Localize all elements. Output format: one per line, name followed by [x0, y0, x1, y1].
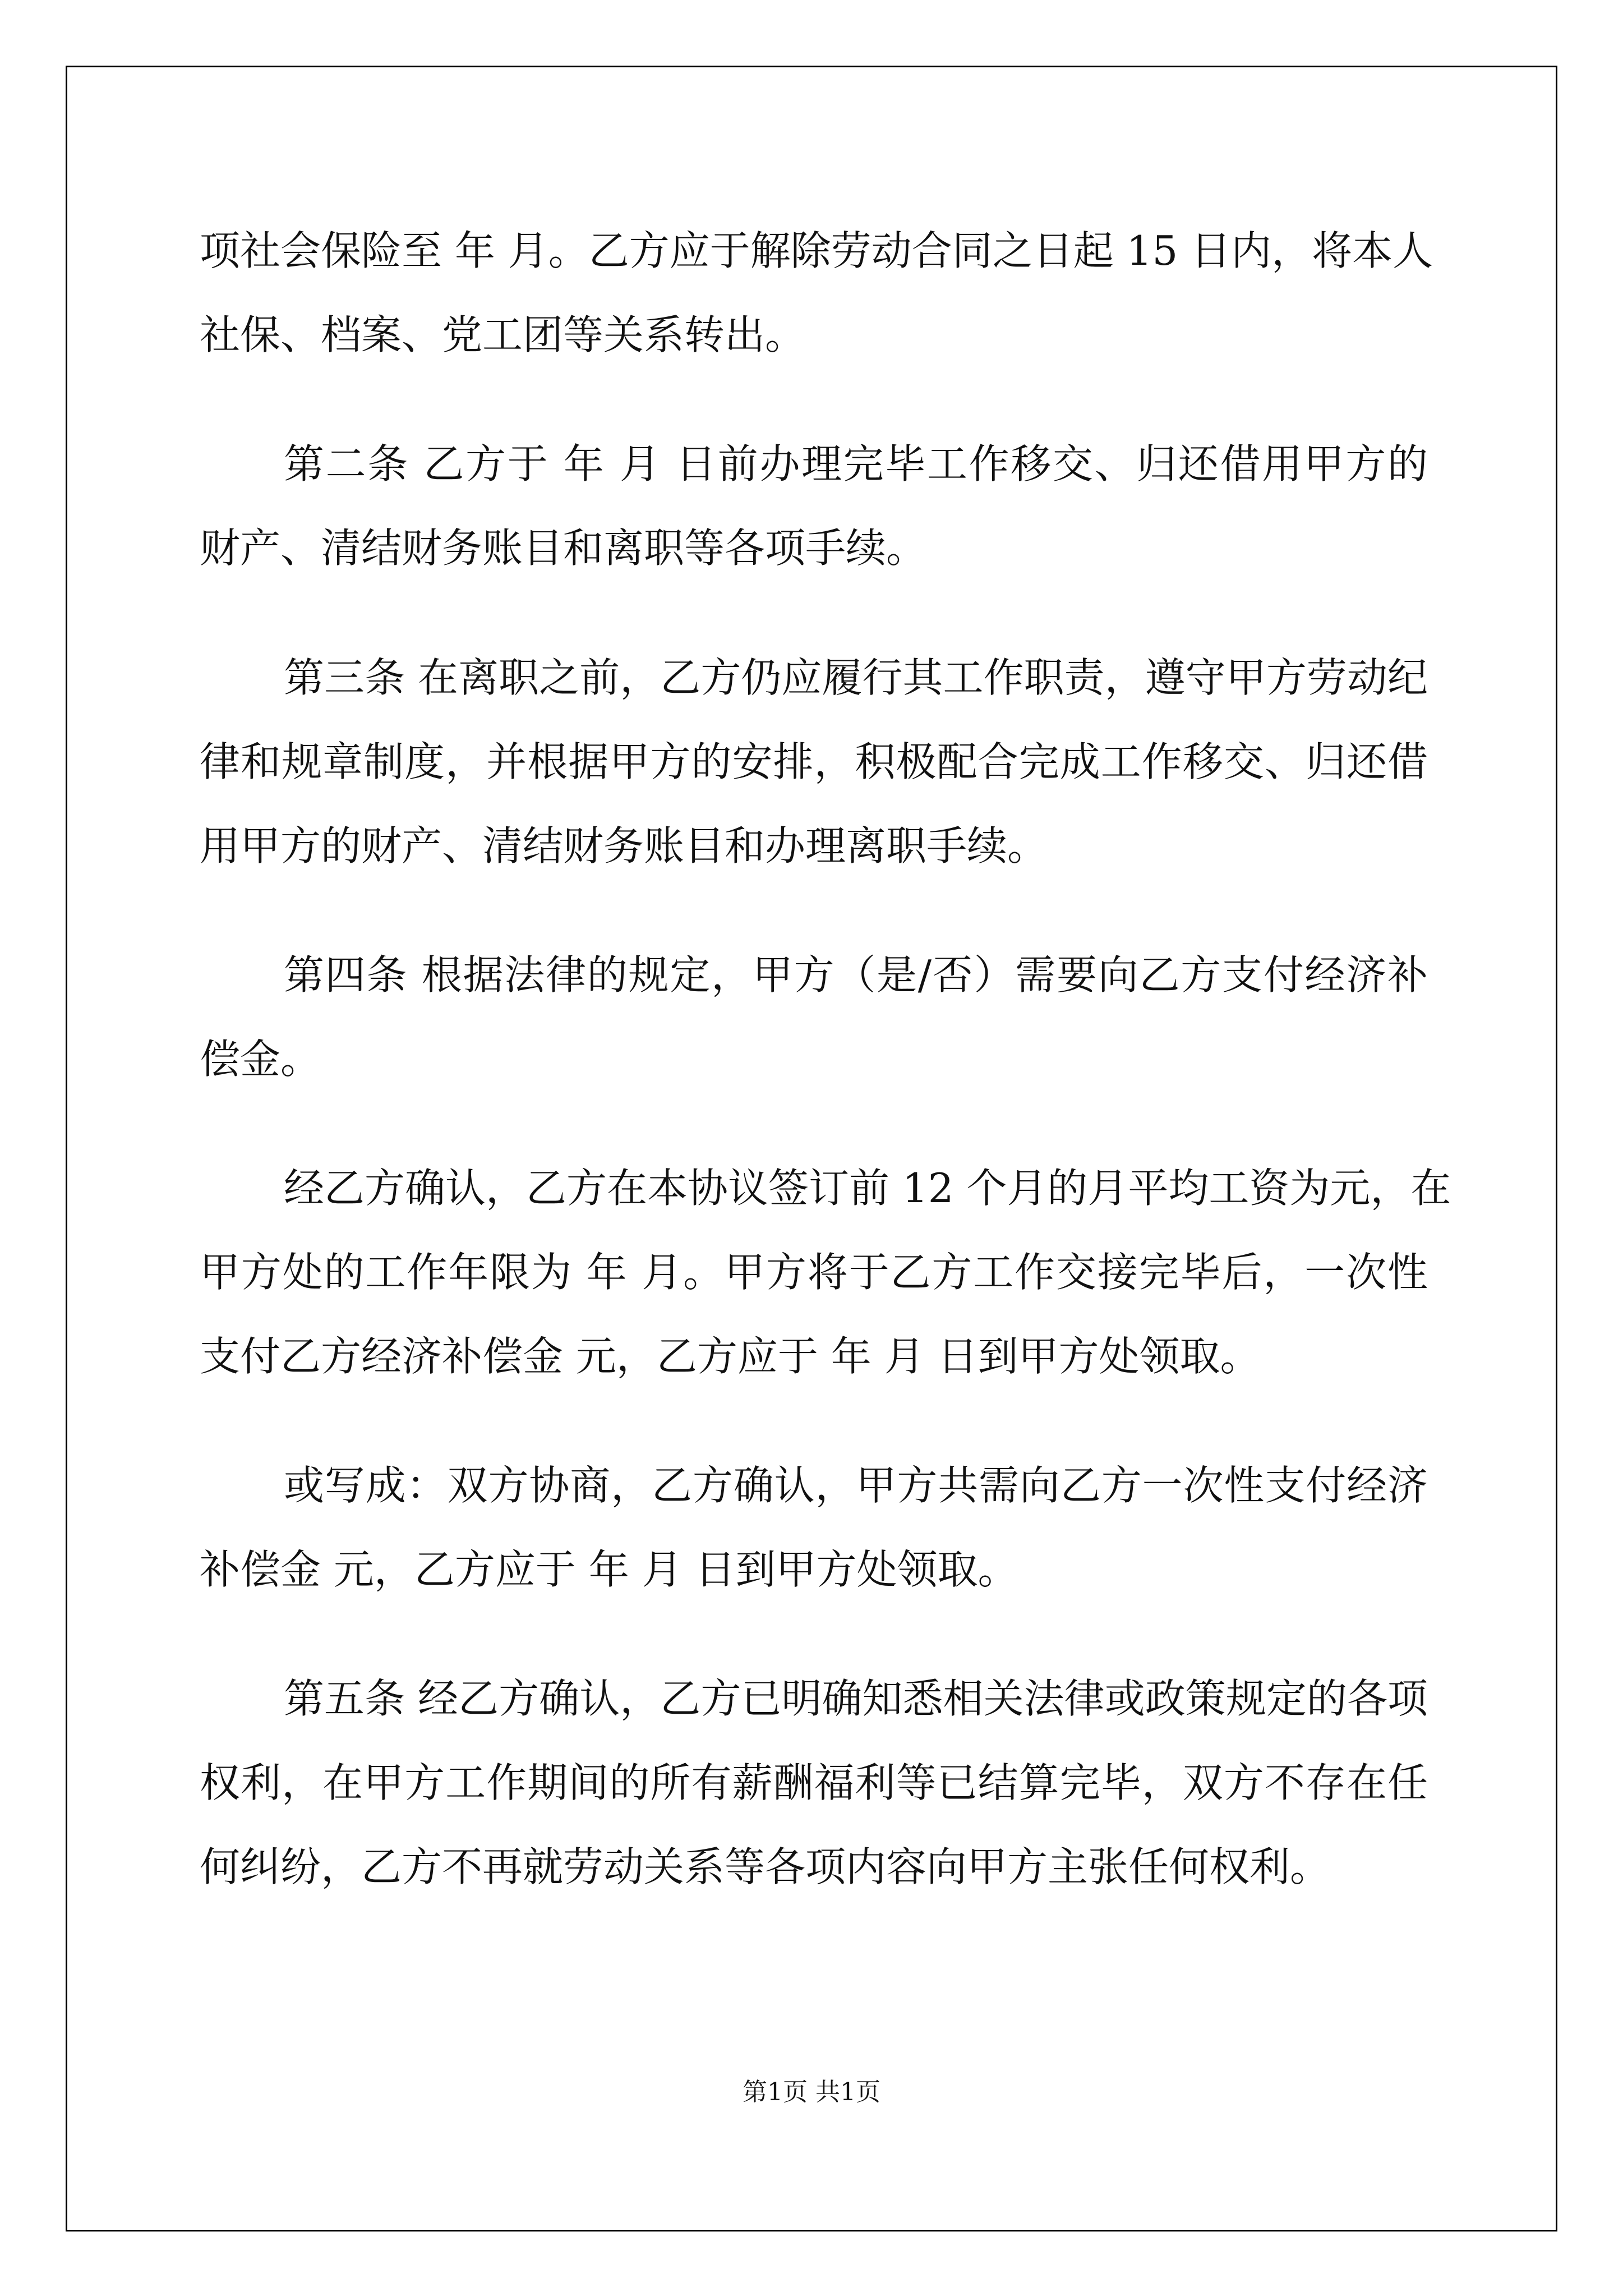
- page-footer: 第1页 共1页: [743, 2078, 880, 2106]
- text-line: 第四条 根据法律的规定，甲方（是/否）需要向乙方支付经济补: [284, 951, 1428, 999]
- text-line: 第三条 在离职之前，乙方仍应履行其工作职责，遵守甲方劳动纪: [284, 654, 1428, 701]
- text-line: 偿金。: [200, 1036, 321, 1083]
- text-line: 律和规章制度，并根据甲方的安排，积极配合完成工作移交、归还借: [200, 738, 1428, 785]
- text-line: 或写成：双方协商，乙方确认，甲方共需向乙方一次性支付经济: [284, 1462, 1428, 1509]
- text-line: 财产、清结财务账目和离职等各项手续。: [200, 524, 927, 572]
- text-line: 经乙方确认，乙方在本协议签订前 12 个月的月平均工资为元，在: [284, 1165, 1451, 1212]
- text-line: 支付乙方经济补偿金 元，乙方应于 年 月 日到甲方处领取。: [200, 1333, 1261, 1380]
- text-line: 权利，在甲方工作期间的所有薪酬福利等已结算完毕，双方不存在任: [200, 1759, 1428, 1806]
- text-line: 社保、档案、党工团等关系转出。: [200, 311, 806, 358]
- text-line: 补偿金 元，乙方应于 年 月 日到甲方处领取。: [200, 1546, 1018, 1593]
- text-line: 第二条 乙方于 年 月 日前办理完毕工作移交、归还借用甲方的: [284, 440, 1428, 487]
- text-line: 用甲方的财产、清结财务账目和办理离职手续。: [200, 822, 1048, 869]
- text-line: 何纠纷，乙方不再就劳动关系等各项内容向甲方主张任何权利。: [200, 1843, 1331, 1890]
- text-line: 甲方处的工作年限为 年 月。甲方将于乙方工作交接完毕后，一次性: [200, 1249, 1428, 1296]
- text-line: 项社会保险至 年 月。乙方应于解除劳动合同之日起 15 日内，将本人: [200, 227, 1433, 274]
- page-border: [66, 66, 1557, 2231]
- text-line: 第五条 经乙方确认，乙方已明确知悉相关法律或政策规定的各项: [284, 1675, 1428, 1722]
